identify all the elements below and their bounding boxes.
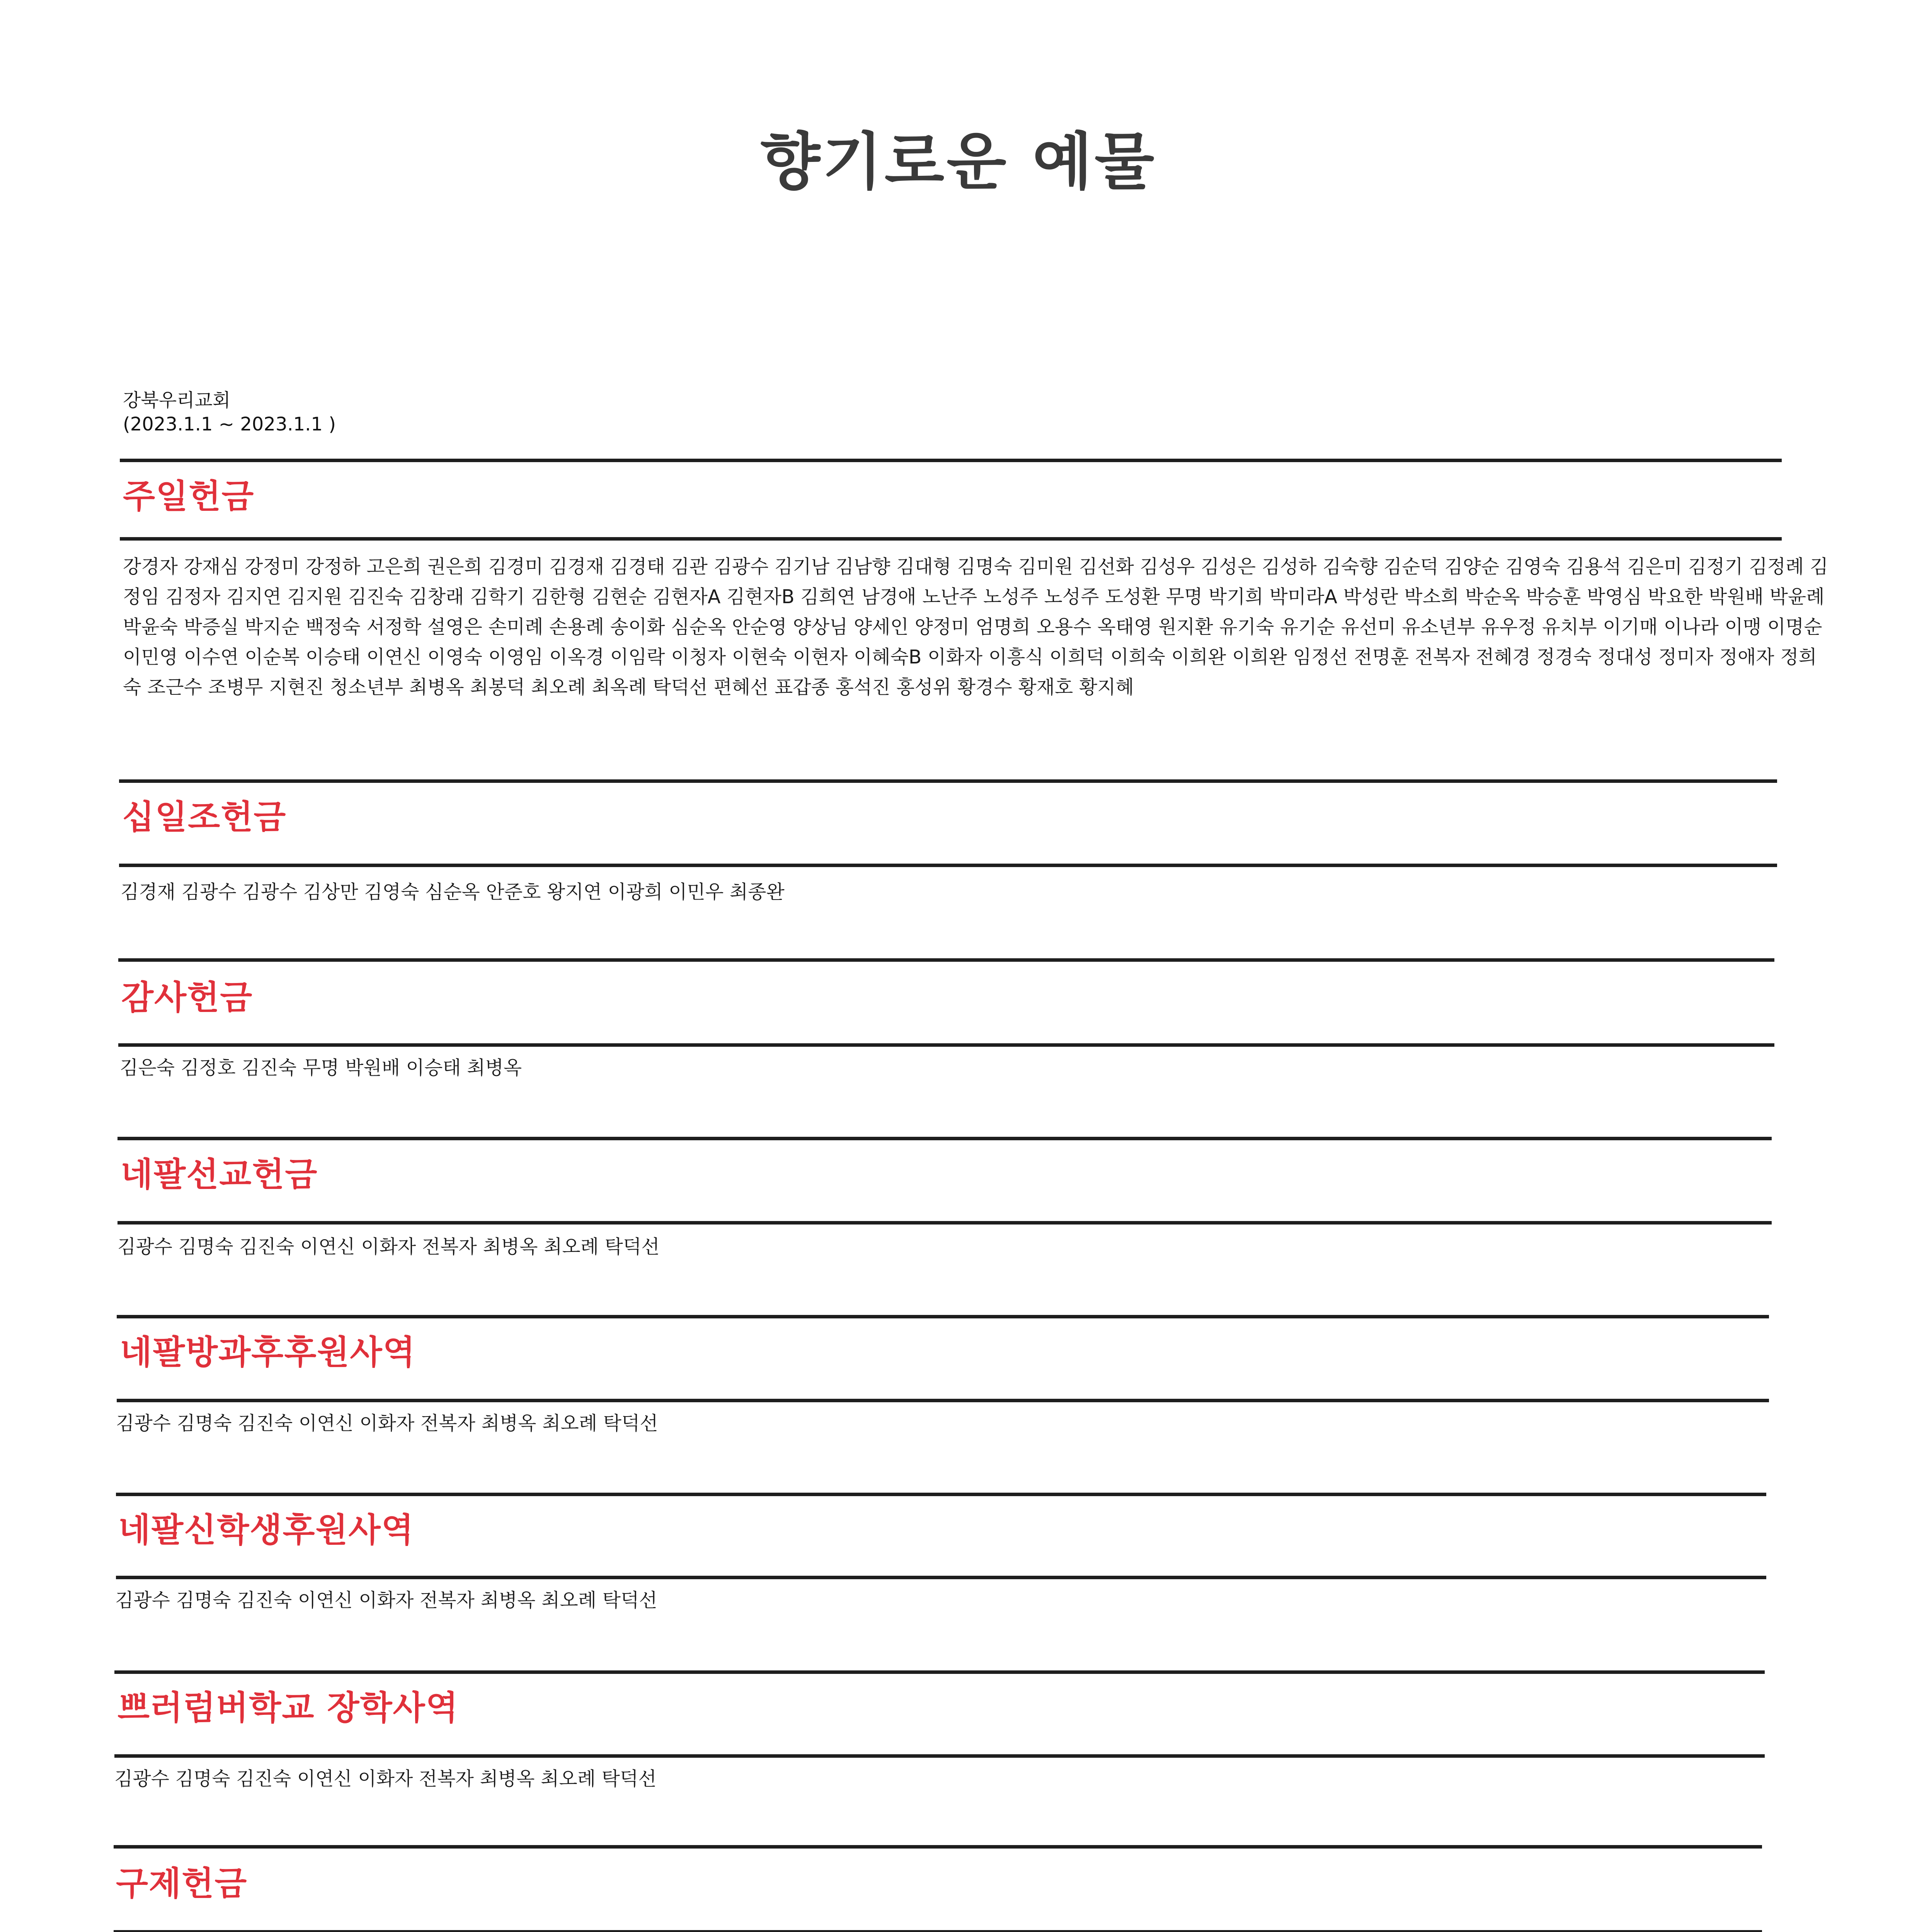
section-top-rule	[117, 1315, 1769, 1318]
page-title: 향기로운 예물	[760, 126, 1157, 198]
church-info	[123, 388, 336, 436]
section-top-rule	[118, 958, 1774, 962]
church-name: 강북우리교회	[123, 389, 231, 411]
section-title: 십일조헌금	[122, 798, 287, 837]
section-names: 김광수 김명숙 김진숙 이연신 이화자 전복자 최병옥 최오례 탁덕선	[117, 1236, 660, 1258]
period: (2023.1.1 ~ 2023.1.1 )	[123, 413, 336, 435]
section-title: 네팔신학생후원사역	[118, 1511, 414, 1549]
section-names: 김광수 김명숙 김진숙 이연신 이화자 전복자 최병옥 최오례 탁덕선	[116, 1412, 658, 1434]
section-title: 감사헌금	[121, 978, 253, 1017]
section-names: 김광수 김명숙 김진숙 이연신 이화자 전복자 최병옥 최오례 탁덕선	[114, 1768, 657, 1790]
section-names: 김은숙 김정호 김진숙 무명 박원배 이승태 최병옥	[120, 1057, 522, 1079]
section-top-rule	[119, 779, 1777, 783]
section-top-rule	[117, 1137, 1772, 1140]
section-title: 주일헌금	[123, 477, 255, 516]
section-top-rule	[114, 1845, 1762, 1849]
section-title: 쁘러럼버학교 장학사역	[117, 1689, 459, 1727]
section-names: 김광수 김명숙 김진숙 이연신 이화자 전복자 최병옥 최오례 탁덕선	[115, 1589, 657, 1611]
section-title: 네팔선교헌금	[121, 1155, 318, 1194]
section-bottom-rule	[117, 1399, 1769, 1402]
section-title: 네팔방과후후원사역	[120, 1333, 416, 1372]
section-bottom-rule	[120, 537, 1782, 541]
section-names: 강경자 강재심 강정미 강정하 고은희 권은희 김경미 김경재 김경태 김관 김광수 김기남 김남향 김대형 김명숙 김미원 김선화 김성우 김성은 김성하 김숙향 김순덕 김양순 김영숙 김용석 김은미 김정기 김정례 김정임 김정자 김지연 김지원 김진숙 김창래 김학기 김한형 김현순 김현자A 김현자B 김희연 남경애 노난주 노성주 노성주 도성환 무명 박기희 박미라A 박성란 박소희 박순옥 박승훈 박영심 박요한 박원배 박윤례 박윤숙 박증실 박지순 백정숙 서정학 설영은 손미례 손용례 송이화 심순옥 안순영 양상님 양세인 양정미 엄명희 오용수 옥태영 원지환 유기숙 유기순 유선미 유소년부 유우정 유치부 이기매 이나라 이맹 이명순 이민영 이수연 이순복 이승태 이연신 이영숙 이영임 이옥경 이임락 이청자 이현숙 이현자 이혜숙B 이화자 이흥식 이희덕 이희숙 이희완 이희완 임정선 전명훈 전복자 전혜경 정경숙 정대성 정미자 정애자 정희숙 조근수 조병무 지현진 청소년부 최병옥 최봉덕 최오례 최옥례 탁덕선 편혜선 표갑종 홍석진 홍성위 황경수 황재호 황지혜	[123, 556, 1828, 698]
section-bottom-rule	[118, 1043, 1774, 1047]
section-title: 구제헌금	[116, 1864, 248, 1903]
section-bottom-rule	[117, 1221, 1772, 1225]
section-bottom-rule	[114, 1930, 1762, 1932]
section-bottom-rule	[119, 864, 1777, 867]
section-bottom-rule	[114, 1754, 1765, 1758]
section-names: 김경재 김광수 김광수 김상만 김영숙 심순옥 안준호 왕지연 이광희 이민우 최종완	[121, 881, 785, 903]
section-bottom-rule	[116, 1576, 1766, 1579]
section-top-rule	[116, 1493, 1766, 1496]
section-top-rule	[120, 459, 1782, 462]
section-top-rule	[114, 1670, 1765, 1674]
